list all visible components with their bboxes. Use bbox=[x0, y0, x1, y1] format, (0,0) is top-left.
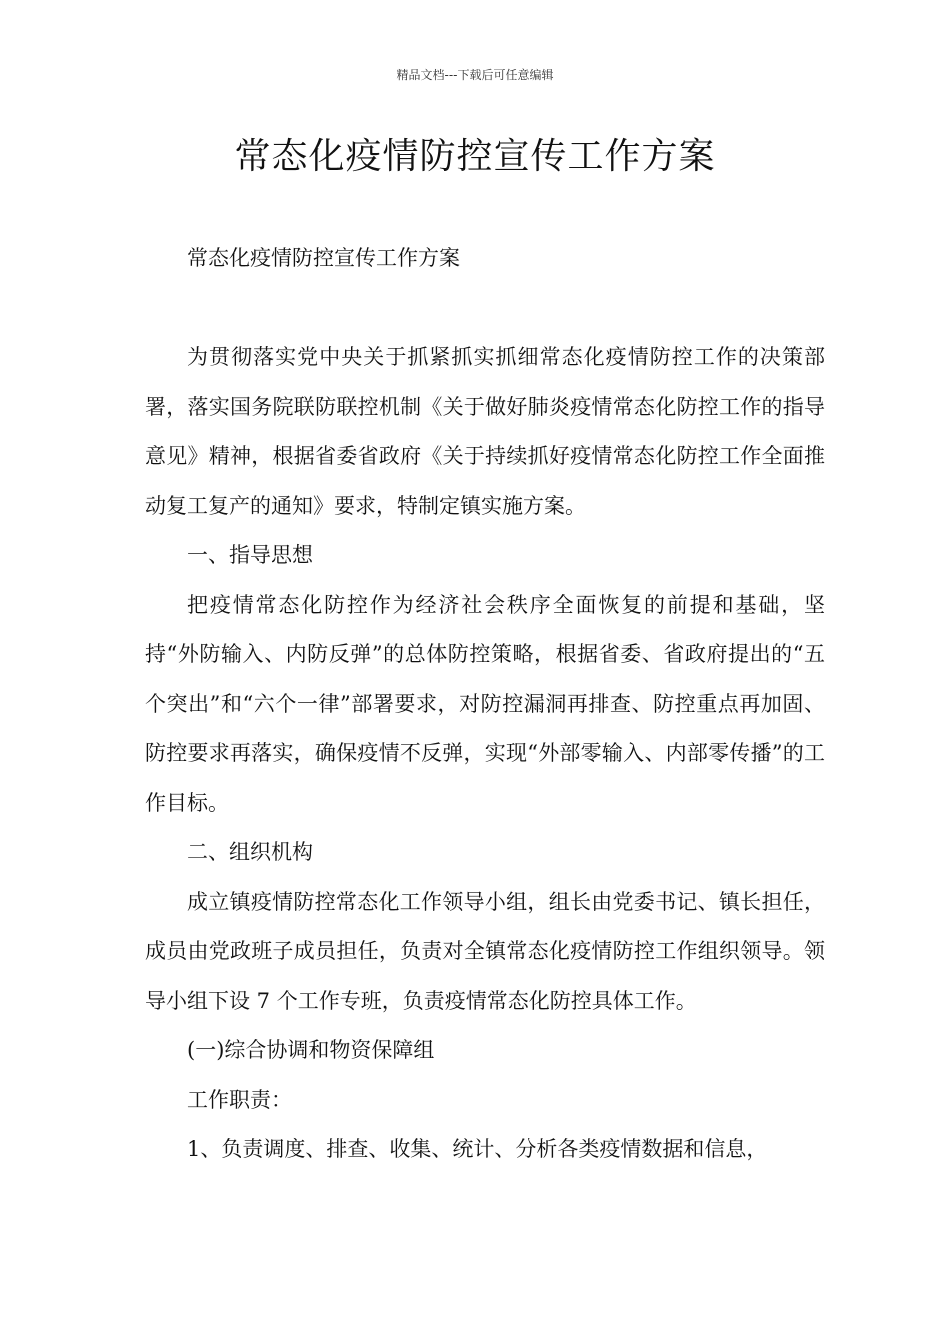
paragraph-duty-1: 1、负责调度、排查、收集、统计、分析各类疫情数据和信息， bbox=[187, 1137, 768, 1161]
blank-line bbox=[145, 284, 825, 334]
document-body bbox=[145, 234, 825, 1175]
header-note: 精品文档---下载后可任意编辑 bbox=[396, 68, 554, 82]
heading-coordination-group: (一)综合协调和物资保障组 bbox=[187, 1038, 435, 1062]
label-duties: 工作职责： bbox=[187, 1087, 292, 1112]
paragraph-intro: 为贯彻落实党中央关于抓紧抓实抓细常态化疫情防控工作的决策部署，落实国务院联防联控机制《关于做好肺炎疫情常态化防控工作的指导意见》精神，根据省委省政府《关于持续抓好疫情常态化防控工作全面推动复工复产的通知》要求，特制定镇实施方案。 bbox=[145, 345, 825, 518]
paragraph-guiding-ideology: 把疫情常态化防控作为经济社会秩序全面恢复的前提和基础，坚持“外防输入、内防反弹”的总体防控策略，根据省委、省政府提出的“五个突出”和“六个一律”部署要求，对防控漏洞再排查、防控重点再加固、防控要求再落实，确保疫情不反弹，实现“外部零输入、内部零传播”的工作目标。 bbox=[145, 592, 825, 815]
document-title: 常态化疫情防控宣传工作方案 bbox=[234, 136, 716, 177]
paragraph-organization: 成立镇疫情防控常态化工作领导小组，组长由党委书记、镇长担任，成员由党政班子成员担任，负责对全镇常态化疫情防控工作组织领导。领导小组下设 7 个工作专班，负责疫情常态化防控具体工作。 bbox=[145, 889, 825, 1013]
paragraph-subtitle: 常态化疫情防控宣传工作方案 bbox=[187, 246, 460, 270]
heading-guiding-ideology: 一、指导思想 bbox=[187, 543, 313, 567]
heading-organization: 二、组织机构 bbox=[187, 840, 313, 864]
